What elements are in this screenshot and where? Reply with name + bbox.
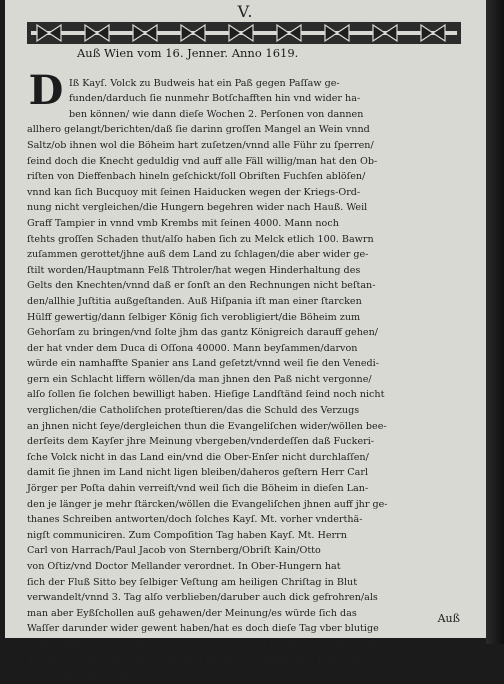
text-line: nung nicht vergleichen/die Hungern begehren wider nach Hauß. Weil bbox=[27, 202, 368, 214]
text-line: ſtehts groſſen Schaden thut/alſo haben ſich zu Melck etlich 100. Bawrn bbox=[27, 233, 374, 245]
text-line: ben können/ wie dann dieſe Wochen 2. Perſonen von dannen bbox=[69, 108, 364, 120]
text-line: an jhnen nicht ſeye/dergleichen thun die Evangeliſchen wider/wöllen bee- bbox=[27, 420, 387, 432]
signature-mark: V. bbox=[237, 2, 254, 21]
text-line: gern ein Schlacht liffern wöllen/da man jhnen den Paß nicht vergonne/ bbox=[27, 373, 372, 385]
text-line: man aber Eyßſchollen auß gehawen/der Meinung/es würde ſich das bbox=[27, 607, 357, 619]
text-line: verwandelt/vnnd 3. Tag alſo verblieben/daruber auch dick gefrohren/als bbox=[27, 592, 378, 604]
text-line: vnnd kan ſich Bucquoy mit ſeinen Haiducken wegen der Kriegs-Ord- bbox=[27, 186, 361, 198]
text-line: Hülff gewertig/dann ſelbiger König ſich verobligiert/die Böheim zum bbox=[27, 311, 361, 323]
text-line: von Oſtiz/vnd Doctor Mellander verordnet. In Ober-Hungern hat bbox=[27, 561, 341, 572]
text-line: den/allhie Juſtitia außgeſtanden. Auß Hiſpania iſt man einer ſtarcken bbox=[27, 295, 362, 307]
text-line: Saltz/ob ihnen wol die Böheim hart zuſetzen/vnnd alle Führ zu ſperren/ bbox=[27, 139, 374, 151]
text-line: geſchen worden/darauff allzeit ein Türckiſcher Einfall/oder Rebellion bbox=[27, 654, 364, 666]
text-line: thanes Schreiben antworten/doch ſolches Kayſ. Mt. vorher vnderthä- bbox=[27, 514, 363, 526]
text-line: Gehorſam zu bringen/vnd ſolte jhm das gantz Königreich darauff gehen/ bbox=[27, 327, 378, 339]
text-line: derſeits dem Kayſer jhre Meinung vbergeben/vnderdeſſen daß Fuckeri- bbox=[27, 436, 375, 448]
page-edge-shadow bbox=[486, 0, 504, 644]
text-line: zuſammen gerottet/jhne auß dem Land zu ſchlagen/die aber wider ge- bbox=[27, 249, 369, 261]
text-line: Carl von Harrach/Paul Jacob von Sternberg/Obriſt Kain/Otto bbox=[27, 545, 321, 557]
text-line: den je länger je mehr ſtärcken/wöllen die Evangeliſchen jhnen auff jhr ge- bbox=[27, 498, 388, 510]
dateline-heading: Auß Wien vom 16. Jenner. Anno 1619. bbox=[77, 46, 299, 60]
text-line: Farb behalten/ſo ein böß Zeichen/weil vor dieſem ſolcher Fluß öffter alſo bbox=[27, 638, 381, 650]
text-line: der hat vnder dem Duca di Oſſona 40000. Mann beyſammen/darvon bbox=[27, 342, 358, 354]
text-line: erfolgt iſt/man hat ſolch Eyß nach Caſchaw gebracht. bbox=[27, 670, 287, 682]
text-line: ſche Volck nicht in das Land ein/vnd die Ober-Enſer nicht durchlaſſen/ bbox=[27, 451, 369, 463]
ornamental-border bbox=[27, 22, 461, 44]
text-line: riſten von Dieffenbach hineln geſchickt/ſoll Obriſten Fuchſen ablöſen/ bbox=[27, 171, 366, 183]
text-line: Graff Tampier in vnnd vmb Krembs mit ſeinen 4000. Mann noch bbox=[27, 217, 339, 229]
text-line: ſtilt worden/Hauptmann Felß Thtroler/hat wegen Hinderhaltung des bbox=[27, 264, 361, 276]
text-line: ſich der Fluß Sitto bey ſelbiger Veſtung am heiligen Chriſtag in Blut bbox=[27, 576, 358, 588]
text-line: würde ein namhaffte Spanier ans Land geſetzt/vnnd weil ſie den Venedi- bbox=[27, 358, 379, 370]
text-line: damit ſie jhnen im Land nicht ligen bleiben/daheros geſtern Herr Carl bbox=[27, 467, 369, 479]
text-line: funden/darduch ſie nunmehr Botſchafften hin vnd wider ha- bbox=[69, 93, 361, 105]
text-line: Jörger per Poſta dahin verreiſt/vnd weil ſich die Böheim in dieſen Lan- bbox=[27, 483, 369, 495]
article-body bbox=[27, 60, 463, 684]
text-line: Gelts den Knechten/vnnd daß er ſonſt an den Rechnungen nicht beſtan- bbox=[27, 280, 376, 292]
text-line: verglichen/die Catholiſchen proteſtieren/das die Schuld des Verzugs bbox=[27, 405, 360, 417]
text-line: Waſſer darunder wider gewent haben/hat es doch dieſe Tag vber blutige bbox=[27, 623, 379, 635]
text-line: Iß Kayſ. Volck zu Budweis hat ein Paß gegen Paſſaw ge- bbox=[69, 77, 340, 89]
text-line: nigſt communiciren. Zum Compoſition Tag haben Kayſ. Mt. Herrn bbox=[27, 529, 347, 541]
text-line: alſo ſollen ſie ſolchen bewilligt haben. Hieſige Landſtänd ſeind noch nicht bbox=[27, 389, 385, 401]
drop-cap-letter: D bbox=[28, 67, 64, 114]
catchword: Auß bbox=[437, 612, 460, 625]
text-line: ſeind doch die Knecht geduldig vnd auff alle Fäll willig/man hat den Ob- bbox=[27, 155, 378, 167]
document-page bbox=[5, 0, 486, 682]
text-line: allhero gelangt/berichten/daß ſie darinn groſſen Mangel an Wein vnnd bbox=[27, 124, 370, 136]
